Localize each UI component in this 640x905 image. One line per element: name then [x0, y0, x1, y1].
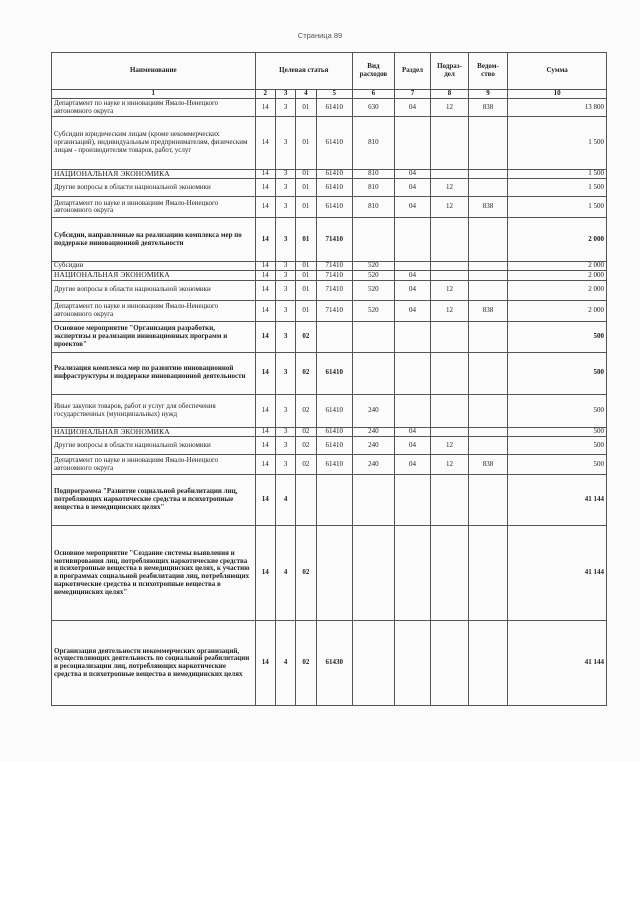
header-dept: Ведом-ство [468, 53, 508, 90]
cell-direction: 61410 [316, 99, 352, 117]
cell-exp-type [353, 321, 395, 352]
cell-event: 01 [296, 197, 316, 218]
cell-section [394, 526, 430, 621]
cell-exp-type [353, 526, 395, 621]
cell-name: НАЦИОНАЛЬНАЯ ЭКОНОМИКА [52, 170, 256, 179]
table-body [52, 99, 607, 706]
table-row [52, 117, 607, 170]
header-name: Наименование [52, 53, 256, 90]
cell-event: 01 [296, 262, 316, 271]
table-row [52, 427, 607, 436]
cell-subsection [431, 427, 468, 436]
cell-event: 02 [296, 455, 316, 475]
cell-program: 14 [255, 427, 275, 436]
table-row [52, 170, 607, 179]
table-row [52, 197, 607, 218]
col-number: 4 [296, 90, 316, 99]
cell-subsection [431, 621, 468, 706]
cell-subprogram: 4 [275, 621, 295, 706]
cell-event [296, 475, 316, 526]
cell-program: 14 [255, 394, 275, 427]
cell-dept [468, 526, 508, 621]
cell-program: 14 [255, 170, 275, 179]
cell-program: 14 [255, 271, 275, 280]
cell-exp-type: 810 [353, 179, 395, 197]
cell-section: 04 [394, 271, 430, 280]
header-target: Целевая статья [255, 53, 352, 90]
cell-section [394, 394, 430, 427]
cell-event: 01 [296, 300, 316, 321]
col-number: 9 [468, 90, 508, 99]
cell-sum: 2 000 [508, 271, 607, 280]
table-row [52, 179, 607, 197]
cell-subsection [431, 526, 468, 621]
cell-name: Субсидии юридическим лицам (кроме некоммерческих организаций), индивидуальным предпринимателям, физическим лицам - производителям товаров, работ, услуг [52, 117, 256, 170]
cell-program: 14 [255, 455, 275, 475]
cell-subsection [431, 117, 468, 170]
col-number: 6 [353, 90, 395, 99]
cell-event: 01 [296, 280, 316, 300]
cell-subprogram: 3 [275, 321, 295, 352]
cell-direction: 61430 [316, 621, 352, 706]
cell-name: Основное мероприятие "Организация разработки, экспертизы и реализации инновационных программ и проектов" [52, 321, 256, 352]
col-number: 5 [316, 90, 352, 99]
cell-sum: 500 [508, 321, 607, 352]
cell-subprogram: 3 [275, 280, 295, 300]
cell-name: Департамент по науке и инновациям Ямало-Ненецкого автономного округа [52, 455, 256, 475]
cell-name: НАЦИОНАЛЬНАЯ ЭКОНОМИКА [52, 427, 256, 436]
cell-dept [468, 321, 508, 352]
cell-program: 14 [255, 99, 275, 117]
cell-name: Иные закупки товаров, работ и услуг для обеспечения государственных (муниципальных) нужд [52, 394, 256, 427]
cell-event: 02 [296, 437, 316, 455]
table-row [52, 437, 607, 455]
cell-subprogram: 3 [275, 170, 295, 179]
cell-subprogram: 3 [275, 218, 295, 262]
cell-direction: 61410 [316, 455, 352, 475]
cell-section: 04 [394, 280, 430, 300]
cell-subsection: 12 [431, 280, 468, 300]
cell-section [394, 321, 430, 352]
cell-section: 04 [394, 197, 430, 218]
cell-dept [468, 394, 508, 427]
cell-subprogram: 4 [275, 475, 295, 526]
cell-event: 01 [296, 117, 316, 170]
cell-exp-type: 520 [353, 300, 395, 321]
cell-dept: 838 [468, 99, 508, 117]
cell-exp-type: 810 [353, 170, 395, 179]
header-sum: Сумма [508, 53, 607, 90]
cell-dept [468, 475, 508, 526]
cell-name: НАЦИОНАЛЬНАЯ ЭКОНОМИКА [52, 271, 256, 280]
cell-direction: 61410 [316, 170, 352, 179]
cell-sum: 500 [508, 352, 607, 394]
cell-direction: 71410 [316, 271, 352, 280]
table-row [52, 99, 607, 117]
cell-direction: 71410 [316, 300, 352, 321]
cell-subsection [431, 352, 468, 394]
cell-program: 14 [255, 475, 275, 526]
cell-direction [316, 526, 352, 621]
cell-section: 04 [394, 170, 430, 179]
cell-subsection [431, 218, 468, 262]
cell-sum: 2 000 [508, 300, 607, 321]
cell-sum: 1 500 [508, 179, 607, 197]
col-number: 10 [508, 90, 607, 99]
cell-direction: 61410 [316, 352, 352, 394]
col-number: 1 [52, 90, 256, 99]
cell-exp-type: 240 [353, 455, 395, 475]
cell-dept [468, 280, 508, 300]
page-label: Страница 89 [297, 31, 343, 40]
cell-event: 02 [296, 526, 316, 621]
cell-subsection [431, 475, 468, 526]
cell-sum: 500 [508, 427, 607, 436]
cell-program: 14 [255, 197, 275, 218]
cell-subsection: 12 [431, 179, 468, 197]
cell-program: 14 [255, 218, 275, 262]
table-row [52, 218, 607, 262]
table-row [52, 271, 607, 280]
cell-direction: 61410 [316, 437, 352, 455]
cell-subsection: 12 [431, 455, 468, 475]
cell-event: 01 [296, 271, 316, 280]
table-row [52, 280, 607, 300]
cell-subsection [431, 271, 468, 280]
cell-section: 04 [394, 427, 430, 436]
cell-direction: 71410 [316, 280, 352, 300]
cell-name: Другие вопросы в области национальной экономики [52, 179, 256, 197]
cell-exp-type: 240 [353, 394, 395, 427]
cell-exp-type: 810 [353, 117, 395, 170]
cell-sum: 1 500 [508, 170, 607, 179]
cell-sum: 1 500 [508, 197, 607, 218]
cell-event: 02 [296, 352, 316, 394]
cell-section [394, 218, 430, 262]
cell-program: 14 [255, 321, 275, 352]
cell-exp-type [353, 218, 395, 262]
cell-sum: 500 [508, 394, 607, 427]
cell-name: Другие вопросы в области национальной экономики [52, 280, 256, 300]
cell-sum: 2 000 [508, 280, 607, 300]
cell-section: 04 [394, 437, 430, 455]
table-row [52, 321, 607, 352]
table-row [52, 621, 607, 706]
cell-dept [468, 170, 508, 179]
column-number-row [52, 90, 607, 99]
cell-sum: 2 000 [508, 218, 607, 262]
cell-name: Основное мероприятие "Создание системы выявления и мотивирования лиц, потребляющих наркотические средства и психотропные вещества в немедицинских целях, к участию в программах социальной реабилитации лиц, потребляющих наркотические средства и психотропные вещества в немедицинских целях" [52, 526, 256, 621]
cell-dept [468, 352, 508, 394]
cell-subsection: 12 [431, 99, 468, 117]
cell-section [394, 262, 430, 271]
cell-exp-type: 810 [353, 197, 395, 218]
cell-sum: 500 [508, 455, 607, 475]
cell-section: 04 [394, 99, 430, 117]
cell-exp-type [353, 621, 395, 706]
cell-subsection: 12 [431, 197, 468, 218]
cell-exp-type: 240 [353, 437, 395, 455]
cell-dept: 838 [468, 197, 508, 218]
cell-subsection [431, 262, 468, 271]
cell-subprogram: 4 [275, 526, 295, 621]
cell-direction: 71410 [316, 218, 352, 262]
cell-subprogram: 3 [275, 197, 295, 218]
cell-event: 02 [296, 394, 316, 427]
cell-program: 14 [255, 117, 275, 170]
cell-direction [316, 475, 352, 526]
cell-subsection: 12 [431, 300, 468, 321]
cell-exp-type [353, 352, 395, 394]
cell-exp-type: 520 [353, 271, 395, 280]
cell-program: 14 [255, 300, 275, 321]
cell-dept [468, 621, 508, 706]
cell-direction: 61410 [316, 179, 352, 197]
cell-name: Субсидии [52, 262, 256, 271]
cell-subprogram: 3 [275, 455, 295, 475]
cell-event: 02 [296, 321, 316, 352]
cell-sum: 2 000 [508, 262, 607, 271]
cell-event: 02 [296, 621, 316, 706]
table-row [52, 526, 607, 621]
cell-section [394, 117, 430, 170]
cell-subprogram: 3 [275, 262, 295, 271]
cell-name: Субсидии, направленные на реализацию комплекса мер по поддержке инновационной деятельности [52, 218, 256, 262]
cell-exp-type: 240 [353, 427, 395, 436]
col-number: 8 [431, 90, 468, 99]
cell-sum: 41 144 [508, 621, 607, 706]
cell-dept: 838 [468, 455, 508, 475]
cell-exp-type: 520 [353, 280, 395, 300]
cell-name: Реализация комплекса мер по развитию инновационной инфраструктуры и поддержке инновационной деятельности [52, 352, 256, 394]
cell-name: Департамент по науке и инновациям Ямало-Ненецкого автономного округа [52, 99, 256, 117]
cell-section: 04 [394, 179, 430, 197]
cell-sum: 41 144 [508, 475, 607, 526]
cell-name: Другие вопросы в области национальной экономики [52, 437, 256, 455]
table-row [52, 300, 607, 321]
cell-direction: 61410 [316, 394, 352, 427]
cell-dept [468, 262, 508, 271]
cell-program: 14 [255, 621, 275, 706]
cell-sum: 41 144 [508, 526, 607, 621]
cell-subprogram: 3 [275, 300, 295, 321]
cell-direction: 61410 [316, 427, 352, 436]
table-row [52, 394, 607, 427]
cell-exp-type: 630 [353, 99, 395, 117]
cell-exp-type: 520 [353, 262, 395, 271]
cell-event: 01 [296, 170, 316, 179]
table-row [52, 352, 607, 394]
cell-section: 04 [394, 455, 430, 475]
cell-section: 04 [394, 300, 430, 321]
cell-sum: 1 500 [508, 117, 607, 170]
cell-dept [468, 427, 508, 436]
cell-name: Организация деятельности некоммерческих организаций, осуществляющих деятельность по социальной реабилитации и ресоциализации лиц, потребляющих наркотические средства и психотропные вещества в немедицинских целях [52, 621, 256, 706]
cell-program: 14 [255, 437, 275, 455]
cell-dept [468, 218, 508, 262]
cell-exp-type [353, 475, 395, 526]
cell-subsection [431, 394, 468, 427]
cell-section [394, 621, 430, 706]
cell-dept: 838 [468, 300, 508, 321]
header-exp-type: Вид расходов [353, 53, 395, 90]
cell-subsection [431, 321, 468, 352]
header-row [52, 53, 607, 90]
cell-name: Подпрограмма "Развитие социальной реабилитации лиц, потребляющих наркотические средства и психотропные вещества в немедицинских целях" [52, 475, 256, 526]
cell-program: 14 [255, 352, 275, 394]
header-section: Раздел [394, 53, 430, 90]
cell-event: 02 [296, 427, 316, 436]
cell-subprogram: 3 [275, 179, 295, 197]
cell-subprogram: 3 [275, 352, 295, 394]
header-subsection: Подраз-дел [431, 53, 468, 90]
cell-subprogram: 3 [275, 271, 295, 280]
cell-dept [468, 179, 508, 197]
cell-program: 14 [255, 526, 275, 621]
table-row [52, 455, 607, 475]
cell-subsection: 12 [431, 437, 468, 455]
cell-event: 01 [296, 179, 316, 197]
cell-dept [468, 437, 508, 455]
cell-direction: 71410 [316, 262, 352, 271]
cell-program: 14 [255, 179, 275, 197]
cell-sum: 500 [508, 437, 607, 455]
budget-table [51, 52, 607, 706]
cell-direction: 61410 [316, 117, 352, 170]
cell-dept [468, 271, 508, 280]
cell-subprogram: 3 [275, 394, 295, 427]
col-number: 7 [394, 90, 430, 99]
cell-subprogram: 3 [275, 117, 295, 170]
cell-subsection [431, 170, 468, 179]
cell-direction: 61410 [316, 197, 352, 218]
cell-subprogram: 3 [275, 437, 295, 455]
cell-direction [316, 321, 352, 352]
cell-program: 14 [255, 280, 275, 300]
cell-section [394, 475, 430, 526]
cell-subprogram: 3 [275, 427, 295, 436]
cell-name: Департамент по науке и инновациям Ямало-Ненецкого автономного округа [52, 300, 256, 321]
table-row [52, 262, 607, 271]
cell-event: 01 [296, 218, 316, 262]
cell-dept [468, 117, 508, 170]
cell-program: 14 [255, 262, 275, 271]
col-number: 2 [255, 90, 275, 99]
table-row [52, 475, 607, 526]
cell-event: 01 [296, 99, 316, 117]
col-number: 3 [275, 90, 295, 99]
cell-sum: 13 800 [508, 99, 607, 117]
cell-section [394, 352, 430, 394]
cell-subprogram: 3 [275, 99, 295, 117]
cell-name: Департамент по науке и инновациям Ямало-Ненецкого автономного округа [52, 197, 256, 218]
